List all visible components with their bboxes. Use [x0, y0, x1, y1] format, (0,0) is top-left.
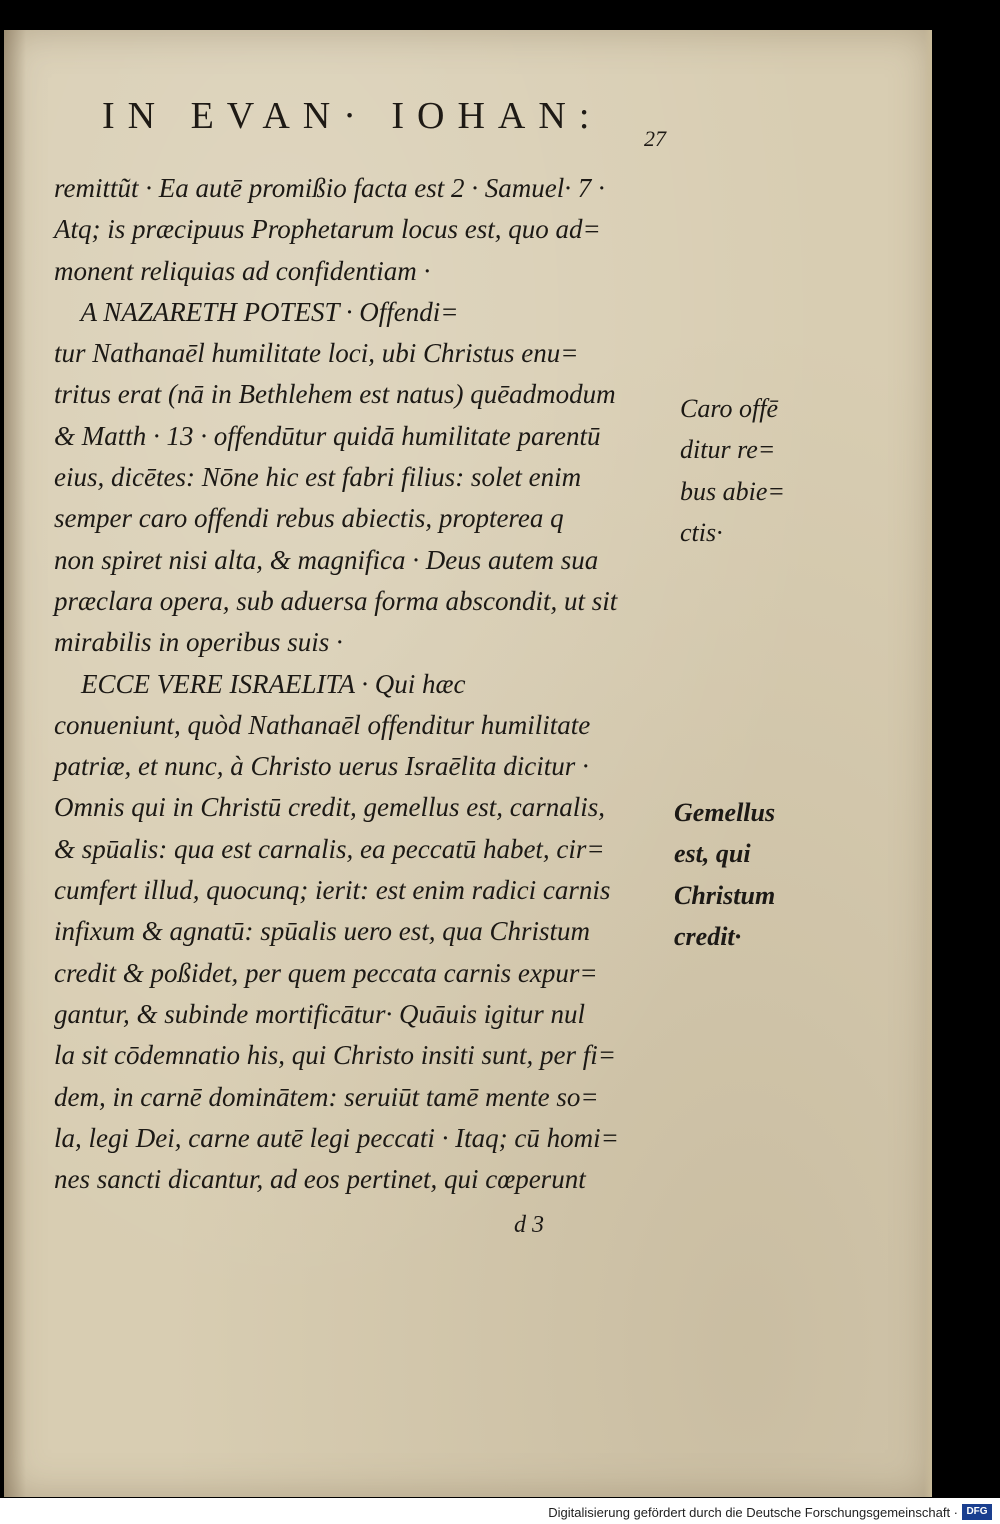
text-line: patriæ, et nunc, à Christo uerus Israēlita dicitur ·	[54, 751, 589, 782]
footer-bar	[0, 1498, 1000, 1524]
margin-note-line: Caro offē	[680, 394, 778, 423]
margin-note-line: Gemellus	[674, 798, 776, 827]
text-line: conueniunt, quòd Nathanaēl offenditur humilitate	[54, 709, 591, 740]
text-line: tritus erat (nā in Bethlehem est natus) quēadmodum	[54, 379, 616, 410]
text-line: infixum & agnatū: spūalis uero est, qua Christum	[54, 916, 591, 947]
text-line: nes sancti dicantur, ad eos pertinet, qui cœperunt	[54, 1164, 586, 1195]
text-line: la, legi Dei, carne autē legi peccati · Itaq; cū homi=	[54, 1122, 619, 1153]
margin-note-line: bus abie=	[680, 476, 785, 506]
text-line: præclara opera, sub aduersa forma abscondit, ut sit	[54, 585, 618, 616]
running-head: IN EVAN· IOHAN:	[102, 95, 603, 137]
margin-note-line: ctis·	[680, 517, 723, 547]
text-line: credit & poßidet, per quem peccata carnis expur=	[54, 957, 598, 988]
body-text	[54, 168, 674, 1200]
signature-mark: d 3	[514, 1212, 544, 1238]
text-line: mirabilis in operibus suis ·	[54, 627, 343, 658]
text-line: monent reliquias ad confidentiam ·	[54, 255, 431, 286]
page-edge	[924, 30, 932, 1497]
page-spine-shadow	[4, 30, 26, 1497]
margin-note-caro	[680, 388, 810, 553]
text-line: Atq; is præcipuus Prophetarum locus est, quo ad=	[54, 214, 601, 245]
text-line: gantur, & subinde mortificātur· Quāuis igitur nul	[54, 998, 586, 1029]
margin-note-line: Christum	[674, 880, 776, 910]
text-line: Omnis qui in Christū credit, gemellus est, carnalis,	[54, 792, 605, 823]
footer-credit: Digitalisierung gefördert durch die Deutsche Forschungsgemeinschaft ·	[548, 1505, 958, 1520]
text-line: tur Nathanaēl humilitate loci, ubi Christus enu=	[54, 338, 579, 369]
text-line: remittũt · Ea autē promißio facta est 2 · Samuel· 7 ·	[54, 173, 605, 203]
text-line: semper caro offendi rebus abiectis, propterea q	[54, 503, 564, 534]
margin-note-gemellus	[674, 792, 804, 957]
margin-note-line: ditur re=	[680, 435, 776, 465]
section-heading-line: A NAZARETH POTEST · Offendi=	[54, 296, 459, 327]
text-line: cumfert illud, quocunq; ierit: est enim radici carnis	[54, 875, 611, 906]
text-line: non spiret nisi alta, & magnifica · Deus autem sua	[54, 544, 599, 575]
folio-number: 27	[644, 126, 666, 151]
text-line: la sit cōdemnatio his, qui Christo insiti sunt, per fi=	[54, 1040, 617, 1071]
margin-note-line: credit·	[674, 921, 742, 951]
text-line: & spūalis: qua est carnalis, ea peccatū habet, cir=	[54, 833, 605, 864]
text-line: & Matth · 13 · offendūtur quidā humilitate parentū	[54, 420, 601, 451]
text-line: eius, dicētes: Nōne hic est fabri filius: solet enim	[54, 462, 582, 493]
dfg-logo[interactable]: DFG	[962, 1504, 992, 1520]
margin-note-line: est, qui	[674, 839, 751, 869]
text-line: dem, in carnē dominātem: seruiūt tamē mente so=	[54, 1081, 599, 1112]
section-heading-line: ECCE VERE ISRAELITA · Qui hæc	[54, 668, 466, 699]
